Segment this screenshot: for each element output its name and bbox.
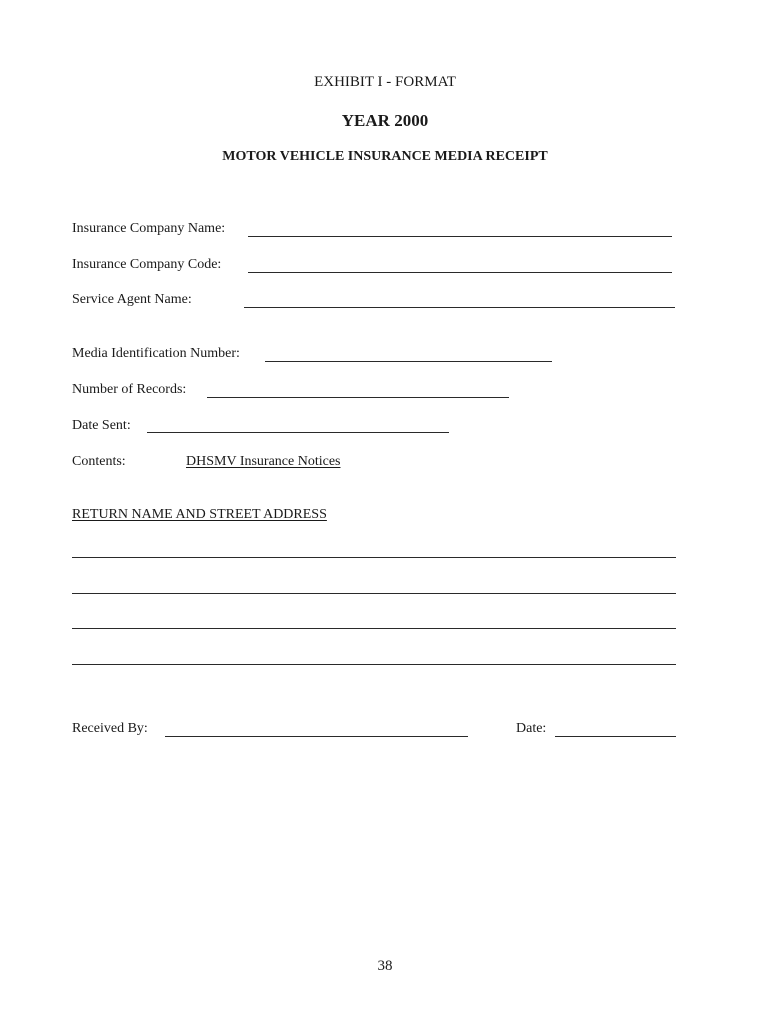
insurance-company-code-field[interactable] <box>248 272 672 273</box>
media-identification-number-field[interactable] <box>265 361 552 362</box>
number-of-records-label: Number of Records: <box>72 382 187 397</box>
form-title: MOTOR VEHICLE INSURANCE MEDIA RECEIPT <box>222 149 548 164</box>
return-address-line-4[interactable] <box>72 664 676 665</box>
contents-value: DHSMV Insurance Notices <box>186 454 341 469</box>
exhibit-heading: EXHIBIT I - FORMAT <box>314 74 456 90</box>
number-of-records-field[interactable] <box>207 397 509 398</box>
insurance-company-code-label: Insurance Company Code: <box>72 257 222 272</box>
service-agent-name-label: Service Agent Name: <box>72 292 192 307</box>
return-address-line-2[interactable] <box>72 593 676 594</box>
date-sent-field[interactable] <box>147 432 449 433</box>
date-label: Date: <box>516 721 547 736</box>
insurance-company-name-field[interactable] <box>248 236 672 237</box>
media-identification-number-label: Media Identification Number: <box>72 346 240 361</box>
return-address-line-3[interactable] <box>72 628 676 629</box>
contents-label: Contents: <box>72 454 126 469</box>
received-by-field[interactable] <box>165 736 468 737</box>
return-address-heading: RETURN NAME AND STREET ADDRESS <box>72 507 327 522</box>
insurance-company-name-label: Insurance Company Name: <box>72 221 226 236</box>
year-heading: YEAR 2000 <box>341 111 429 130</box>
page-number: 38 <box>377 958 393 974</box>
return-address-line-1[interactable] <box>72 557 676 558</box>
received-by-label: Received By: <box>72 721 148 736</box>
date-field[interactable] <box>555 736 676 737</box>
service-agent-name-field[interactable] <box>244 307 675 308</box>
date-sent-label: Date Sent: <box>72 418 131 433</box>
